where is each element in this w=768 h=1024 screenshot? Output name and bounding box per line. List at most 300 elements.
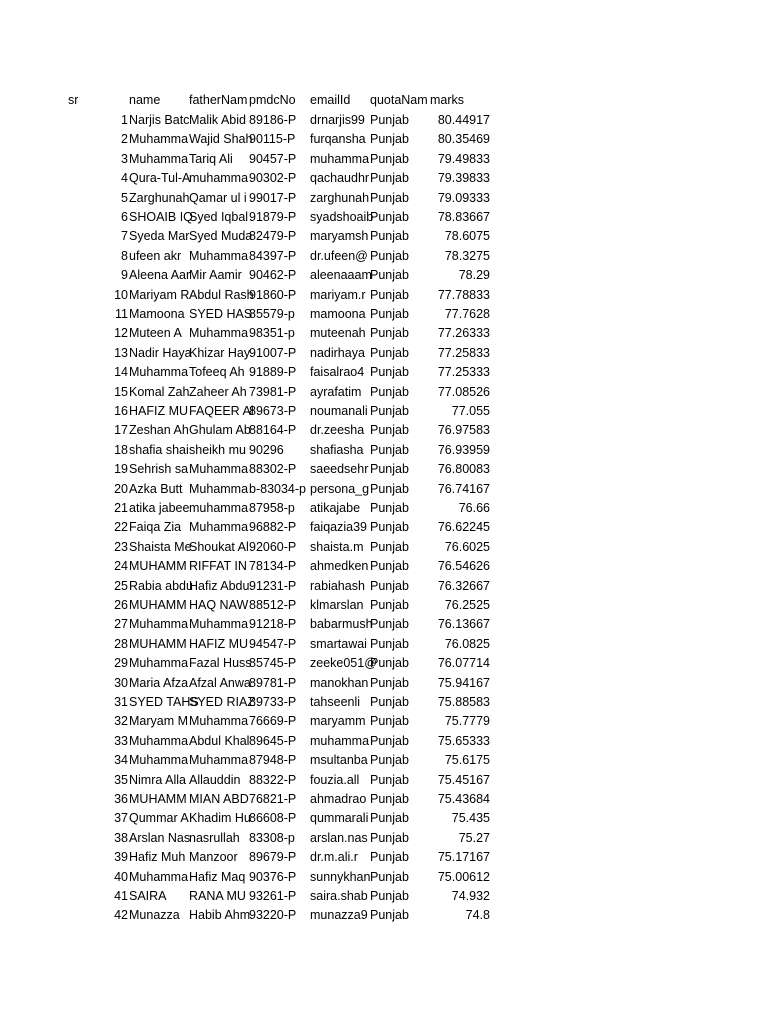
cell-marks: 77.055 bbox=[451, 404, 490, 418]
cell-father-name: Muhamma bbox=[189, 462, 249, 477]
cell-sr: 31 bbox=[114, 695, 128, 709]
cell-father-name: RANA MU bbox=[189, 889, 246, 903]
cell-email-id: faisalrao4 bbox=[310, 365, 365, 380]
cell-name: HAFIZ MU bbox=[129, 404, 189, 418]
cell-name: Muhamma bbox=[129, 733, 189, 748]
cell-marks: 75.6175 bbox=[444, 753, 490, 768]
cell-email-id: ahmedken bbox=[310, 559, 369, 574]
cell-father-name: Muhamma bbox=[189, 326, 249, 341]
cell-email-id: zeeke051@ bbox=[310, 656, 377, 671]
cell-pmdc-no: 91879-P bbox=[249, 210, 297, 224]
cell-email-id: arslan.nas bbox=[310, 830, 368, 845]
cell-father-name: Syed Iqbal bbox=[189, 210, 249, 224]
cell-marks: 75.27 bbox=[458, 830, 490, 845]
table-row bbox=[0, 732, 768, 751]
cell-pmdc-no: 91231-P bbox=[249, 578, 297, 593]
cell-marks: 77.08526 bbox=[437, 384, 490, 399]
cell-sr: 27 bbox=[114, 617, 128, 632]
cell-sr: 35 bbox=[114, 772, 128, 787]
cell-email-id: dr.zeesha bbox=[310, 423, 365, 438]
cell-quota-name: Punjab bbox=[370, 695, 409, 709]
cell-quota-name: Punjab bbox=[370, 656, 409, 671]
cell-sr: 23 bbox=[114, 539, 128, 554]
cell-sr: 32 bbox=[114, 714, 128, 729]
cell-email-id: faiqazia39 bbox=[310, 520, 367, 535]
cell-name: Muhamma bbox=[129, 365, 189, 380]
cell-father-name: Shoukat Al bbox=[189, 539, 249, 554]
cell-marks: 75.00612 bbox=[437, 869, 490, 884]
table-row bbox=[0, 771, 768, 790]
table-row bbox=[0, 480, 768, 499]
cell-name: shafia shai bbox=[129, 442, 189, 457]
cell-sr: 1 bbox=[121, 113, 128, 127]
cell-sr: 9 bbox=[121, 268, 128, 283]
cell-pmdc-no: 91007-P bbox=[249, 345, 297, 360]
cell-quota-name: Punjab bbox=[370, 559, 409, 574]
cell-sr: 14 bbox=[114, 365, 128, 380]
cell-quota-name: Punjab bbox=[370, 326, 409, 341]
cell-marks: 77.25833 bbox=[437, 345, 490, 360]
cell-quota-name: Punjab bbox=[370, 404, 409, 418]
cell-father-name: Abdul Rash bbox=[189, 287, 254, 302]
cell-pmdc-no: 90457-P bbox=[249, 151, 297, 166]
cell-name: Qummar A bbox=[129, 811, 189, 826]
cell-quota-name: Punjab bbox=[370, 772, 409, 787]
cell-pmdc-no: 88302-P bbox=[249, 462, 297, 477]
cell-marks: 79.49833 bbox=[437, 151, 490, 166]
cell-email-id: smartawai bbox=[310, 636, 367, 651]
cell-marks: 76.2525 bbox=[444, 598, 490, 612]
cell-name: SAIRA bbox=[129, 889, 167, 903]
cell-name: Zarghunah bbox=[129, 190, 190, 205]
cell-marks: 75.94167 bbox=[437, 675, 490, 690]
cell-father-name: nasrullah bbox=[189, 830, 240, 845]
cell-name: Nadir Haya bbox=[129, 345, 192, 360]
cell-father-name: Mir Aamir bbox=[189, 268, 242, 283]
cell-sr: 42 bbox=[114, 908, 128, 923]
cell-father-name: Muhamma bbox=[189, 520, 249, 535]
cell-father-name: Tofeeq Ah bbox=[189, 365, 245, 380]
cell-sr: 7 bbox=[121, 229, 128, 244]
cell-sr: 22 bbox=[114, 520, 128, 535]
cell-sr: 13 bbox=[114, 345, 128, 360]
cell-email-id: mamoona bbox=[310, 307, 366, 321]
cell-sr: 25 bbox=[114, 578, 128, 593]
cell-quota-name: Punjab bbox=[370, 423, 409, 438]
cell-sr: 30 bbox=[114, 675, 128, 690]
cell-email-id: saira.shab bbox=[310, 889, 368, 903]
cell-sr: 34 bbox=[114, 753, 128, 768]
cell-sr: 21 bbox=[114, 501, 128, 515]
cell-name: Qura-Tul-A bbox=[129, 171, 191, 186]
cell-quota-name: Punjab bbox=[370, 442, 409, 457]
cell-pmdc-no: 78134-P bbox=[249, 559, 297, 574]
cell-name: Shaista Me bbox=[129, 539, 192, 554]
cell-email-id: persona_g bbox=[310, 481, 370, 496]
cell-name: Muhamma bbox=[129, 132, 189, 147]
cell-email-id: mariyam.r bbox=[310, 287, 366, 302]
cell-father-name: muhamma bbox=[189, 171, 249, 186]
cell-sr: 38 bbox=[114, 830, 128, 845]
table-row bbox=[0, 286, 768, 305]
cell-pmdc-no: b-83034-p bbox=[249, 481, 306, 496]
cell-marks: 79.09333 bbox=[437, 190, 490, 205]
cell-quota-name: Punjab bbox=[370, 307, 409, 321]
cell-sr: 18 bbox=[114, 442, 128, 457]
cell-quota-name: Punjab bbox=[370, 481, 409, 496]
cell-father-name: Allauddin bbox=[189, 772, 241, 787]
table-row bbox=[0, 150, 768, 169]
cell-email-id: fouzia.all bbox=[310, 772, 360, 787]
cell-sr: 12 bbox=[114, 326, 128, 341]
cell-marks: 77.78833 bbox=[437, 287, 490, 302]
cell-name: Muhamma bbox=[129, 617, 189, 632]
cell-name: MUHAMM bbox=[129, 559, 187, 574]
cell-email-id: atikajabe bbox=[310, 501, 361, 515]
cell-marks: 78.3275 bbox=[444, 248, 490, 263]
cell-pmdc-no: 89645-P bbox=[249, 733, 297, 748]
cell-pmdc-no: 87948-P bbox=[249, 753, 297, 768]
cell-marks: 74.932 bbox=[451, 889, 490, 903]
cell-marks: 75.7779 bbox=[444, 714, 490, 729]
cell-father-name: Muhamma bbox=[189, 714, 249, 729]
table-row bbox=[0, 189, 768, 208]
cell-pmdc-no: 83308-p bbox=[249, 830, 295, 845]
table-row bbox=[0, 111, 768, 130]
table-row bbox=[0, 518, 768, 537]
cell-father-name: Ghulam Ab bbox=[189, 423, 251, 438]
cell-father-name: Zaheer Ah bbox=[189, 384, 247, 399]
cell-email-id: furqansha bbox=[310, 132, 366, 147]
cell-pmdc-no: 87958-p bbox=[249, 501, 295, 515]
cell-marks: 75.88583 bbox=[437, 695, 490, 709]
cell-quota-name: Punjab bbox=[370, 617, 409, 632]
cell-pmdc-no: 88164-P bbox=[249, 423, 297, 438]
cell-marks: 75.65333 bbox=[437, 733, 490, 748]
cell-email-id: manokhan bbox=[310, 675, 369, 690]
table-row bbox=[0, 169, 768, 188]
cell-name: MUHAMM bbox=[129, 598, 187, 612]
cell-quota-name: Punjab bbox=[370, 636, 409, 651]
cell-quota-name: Punjab bbox=[370, 850, 409, 865]
table-row bbox=[0, 441, 768, 460]
cell-marks: 76.0825 bbox=[444, 636, 490, 651]
cell-pmdc-no: 89679-P bbox=[249, 850, 297, 865]
cell-marks: 75.45167 bbox=[437, 772, 490, 787]
cell-quota-name: Punjab bbox=[370, 733, 409, 748]
cell-email-id: nadirhaya bbox=[310, 345, 365, 360]
cell-quota-name: Punjab bbox=[370, 190, 409, 205]
cell-email-id: drnarjis99 bbox=[310, 113, 365, 127]
table-row bbox=[0, 363, 768, 382]
cell-name: SHOAIB IQ bbox=[129, 210, 193, 224]
cell-name: Hafiz Muh bbox=[129, 850, 186, 865]
cell-email-id: klmarslan bbox=[310, 598, 364, 612]
cell-pmdc-no: 88512-P bbox=[249, 598, 297, 612]
cell-name: Muhamma bbox=[129, 151, 189, 166]
cell-pmdc-no: 96882-P bbox=[249, 520, 297, 535]
cell-marks: 76.74167 bbox=[437, 481, 490, 496]
cell-pmdc-no: 76821-P bbox=[249, 792, 297, 806]
header-quota-name: quotaNam bbox=[370, 93, 428, 107]
table-row bbox=[0, 693, 768, 712]
cell-father-name: SYED HAS bbox=[189, 307, 253, 321]
cell-quota-name: Punjab bbox=[370, 889, 409, 903]
cell-quota-name: Punjab bbox=[370, 520, 409, 535]
cell-email-id: babarmush bbox=[310, 617, 373, 632]
cell-father-name: Hafiz Abdu bbox=[189, 578, 250, 593]
cell-name: Arslan Nas bbox=[129, 830, 191, 845]
cell-pmdc-no: 98351-p bbox=[249, 326, 295, 341]
cell-quota-name: Punjab bbox=[370, 830, 409, 845]
cell-email-id: shafiasha bbox=[310, 442, 364, 457]
table-row bbox=[0, 208, 768, 227]
cell-quota-name: Punjab bbox=[370, 811, 409, 826]
table-row bbox=[0, 887, 768, 906]
cell-father-name: RIFFAT IN bbox=[189, 559, 247, 574]
cell-email-id: qachaudhr bbox=[310, 171, 370, 186]
cell-pmdc-no: 93261-P bbox=[249, 889, 297, 903]
cell-sr: 39 bbox=[114, 850, 128, 865]
cell-father-name: Fazal Huss bbox=[189, 656, 252, 671]
table-row bbox=[0, 615, 768, 634]
cell-name: SYED TAHS bbox=[129, 695, 199, 709]
cell-father-name: MIAN ABD bbox=[189, 792, 249, 806]
table-row bbox=[0, 402, 768, 421]
cell-name: Aleena Aar bbox=[129, 268, 191, 283]
cell-marks: 76.66 bbox=[458, 501, 490, 515]
cell-sr: 24 bbox=[114, 559, 128, 574]
cell-name: Muhamma bbox=[129, 753, 189, 768]
cell-father-name: SYED RIAZ bbox=[189, 695, 255, 709]
header-name: name bbox=[129, 93, 161, 107]
cell-marks: 75.43684 bbox=[437, 792, 490, 806]
cell-email-id: shaista.m bbox=[310, 539, 364, 554]
cell-email-id: zarghunah bbox=[310, 190, 370, 205]
cell-sr: 8 bbox=[121, 248, 128, 263]
table-row bbox=[0, 227, 768, 246]
cell-pmdc-no: 90302-P bbox=[249, 171, 297, 186]
header-pmdc-no: pmdcNo bbox=[249, 93, 296, 107]
table-row bbox=[0, 499, 768, 518]
cell-pmdc-no: 90115-P bbox=[249, 132, 296, 147]
cell-marks: 77.25333 bbox=[437, 365, 490, 380]
cell-pmdc-no: 84397-P bbox=[249, 248, 297, 263]
cell-marks: 77.26333 bbox=[437, 326, 490, 341]
cell-name: MUHAMM bbox=[129, 792, 187, 806]
cell-father-name: Muhamma bbox=[189, 753, 249, 768]
cell-marks: 79.39833 bbox=[437, 171, 490, 186]
cell-pmdc-no: 92060-P bbox=[249, 539, 297, 554]
cell-father-name: Tariq Ali bbox=[189, 151, 233, 166]
cell-marks: 80.44917 bbox=[437, 113, 490, 127]
table-row bbox=[0, 344, 768, 363]
table-row bbox=[0, 557, 768, 576]
cell-email-id: munazza9 bbox=[310, 908, 368, 923]
cell-sr: 2 bbox=[121, 132, 128, 147]
cell-name: MUHAMM bbox=[129, 636, 187, 651]
cell-name: Zeshan Ah bbox=[129, 423, 189, 438]
cell-marks: 76.32667 bbox=[437, 578, 490, 593]
cell-pmdc-no: 73981-P bbox=[249, 384, 297, 399]
header-marks: marks bbox=[430, 93, 465, 107]
cell-marks: 76.6025 bbox=[444, 539, 490, 554]
cell-email-id: ayrafatim bbox=[310, 384, 362, 399]
cell-email-id: syadshoaib bbox=[310, 210, 374, 224]
cell-sr: 19 bbox=[114, 462, 128, 477]
cell-quota-name: Punjab bbox=[370, 675, 409, 690]
cell-sr: 36 bbox=[114, 792, 128, 806]
cell-marks: 76.97583 bbox=[437, 423, 490, 438]
table-row bbox=[0, 635, 768, 654]
cell-sr: 17 bbox=[114, 423, 128, 438]
cell-name: Rabia abdu bbox=[129, 578, 193, 593]
cell-pmdc-no: 91218-P bbox=[249, 617, 297, 632]
cell-quota-name: Punjab bbox=[370, 714, 409, 729]
cell-sr: 6 bbox=[121, 210, 128, 224]
cell-quota-name: Punjab bbox=[370, 539, 409, 554]
cell-father-name: muhamma bbox=[189, 501, 249, 515]
cell-pmdc-no: 90462-P bbox=[249, 268, 297, 283]
cell-quota-name: Punjab bbox=[370, 792, 409, 806]
table-row bbox=[0, 421, 768, 440]
cell-name: Nimra Alla bbox=[129, 772, 186, 787]
table-row bbox=[0, 577, 768, 596]
cell-email-id: dr.m.ali.r bbox=[310, 850, 358, 865]
table-row bbox=[0, 247, 768, 266]
cell-sr: 3 bbox=[121, 151, 128, 166]
cell-pmdc-no: 90376-P bbox=[249, 869, 297, 884]
cell-pmdc-no: 89781-P bbox=[249, 675, 297, 690]
table-row bbox=[0, 751, 768, 770]
cell-name: Mamoona bbox=[129, 307, 185, 321]
cell-email-id: msultanba bbox=[310, 753, 368, 768]
cell-quota-name: Punjab bbox=[370, 908, 409, 923]
cell-marks: 77.7628 bbox=[444, 307, 490, 321]
cell-sr: 37 bbox=[114, 811, 128, 826]
cell-email-id: sunnykhan bbox=[310, 869, 371, 884]
cell-father-name: Muhamma bbox=[189, 481, 249, 496]
cell-name: Munazza bbox=[129, 908, 180, 923]
table-row bbox=[0, 460, 768, 479]
cell-sr: 33 bbox=[114, 733, 128, 748]
cell-quota-name: Punjab bbox=[370, 598, 409, 612]
cell-name: Syeda Mar bbox=[129, 229, 190, 244]
cell-pmdc-no: 88322-P bbox=[249, 772, 297, 787]
table-row bbox=[0, 383, 768, 402]
cell-father-name: Muhamma bbox=[189, 617, 249, 632]
cell-name: ufeen akr bbox=[129, 248, 182, 263]
cell-email-id: dr.ufeen@ bbox=[310, 248, 368, 263]
cell-name: Narjis Batc bbox=[129, 113, 190, 127]
cell-marks: 76.07714 bbox=[437, 656, 490, 671]
cell-name: Muteen A bbox=[129, 326, 182, 341]
cell-pmdc-no: 85745-P bbox=[249, 656, 297, 671]
cell-father-name: HAQ NAW bbox=[189, 598, 249, 612]
cell-sr: 26 bbox=[114, 598, 128, 612]
cell-quota-name: Punjab bbox=[370, 132, 409, 147]
table-row bbox=[0, 868, 768, 887]
cell-marks: 80.35469 bbox=[437, 132, 490, 147]
cell-marks: 76.62245 bbox=[437, 520, 490, 535]
table-row bbox=[0, 654, 768, 673]
cell-email-id: maryamsh bbox=[310, 229, 369, 244]
table-row bbox=[0, 809, 768, 828]
cell-marks: 75.17167 bbox=[437, 850, 490, 865]
table-row bbox=[0, 790, 768, 809]
cell-pmdc-no: 89186-P bbox=[249, 113, 297, 127]
table-row bbox=[0, 906, 768, 925]
cell-quota-name: Punjab bbox=[370, 345, 409, 360]
cell-quota-name: Punjab bbox=[370, 753, 409, 768]
cell-pmdc-no: 86608-P bbox=[249, 811, 297, 826]
cell-quota-name: Punjab bbox=[370, 113, 409, 127]
table-row bbox=[0, 674, 768, 693]
cell-father-name: Hafiz Maq bbox=[189, 869, 246, 884]
cell-email-id: rabiahash bbox=[310, 578, 365, 593]
cell-marks: 75.435 bbox=[451, 811, 490, 826]
table-row bbox=[0, 266, 768, 285]
cell-email-id: aleenaaam bbox=[310, 268, 372, 283]
cell-father-name: Abdul Khal bbox=[189, 733, 250, 748]
cell-sr: 41 bbox=[114, 889, 128, 903]
cell-sr: 20 bbox=[114, 481, 128, 496]
cell-name: Azka Butt bbox=[129, 481, 183, 496]
table-row bbox=[0, 829, 768, 848]
table-row bbox=[0, 596, 768, 615]
cell-name: atika jabee bbox=[129, 501, 190, 515]
cell-father-name: Afzal Anwa bbox=[189, 675, 251, 690]
cell-email-id: noumanali bbox=[310, 404, 368, 418]
cell-sr: 10 bbox=[114, 287, 128, 302]
cell-marks: 76.54626 bbox=[437, 559, 490, 574]
cell-pmdc-no: 91860-P bbox=[249, 287, 297, 302]
cell-pmdc-no: 99017-P bbox=[249, 190, 297, 205]
cell-quota-name: Punjab bbox=[370, 501, 409, 515]
cell-quota-name: Punjab bbox=[370, 210, 409, 224]
cell-father-name: FAQEER Al bbox=[189, 404, 254, 418]
cell-father-name: Muhamma bbox=[189, 248, 249, 263]
cell-father-name: Qamar ul i bbox=[189, 190, 247, 205]
cell-pmdc-no: 90296 bbox=[249, 442, 284, 457]
cell-marks: 78.29 bbox=[458, 268, 490, 283]
cell-email-id: muhamma bbox=[310, 733, 370, 748]
cell-sr: 40 bbox=[114, 869, 128, 884]
cell-email-id: muhamma bbox=[310, 151, 370, 166]
cell-marks: 78.6075 bbox=[444, 229, 490, 244]
cell-email-id: tahseenli bbox=[310, 695, 361, 709]
cell-quota-name: Punjab bbox=[370, 287, 409, 302]
table-row bbox=[0, 305, 768, 324]
cell-pmdc-no: 85579-p bbox=[249, 307, 295, 321]
table-row bbox=[0, 130, 768, 149]
cell-email-id: saeedsehr bbox=[310, 462, 369, 477]
cell-quota-name: Punjab bbox=[370, 578, 409, 593]
cell-father-name: Khizar Hay bbox=[189, 345, 251, 360]
cell-father-name: HAFIZ MU bbox=[189, 636, 249, 651]
cell-pmdc-no: 94547-P bbox=[249, 636, 297, 651]
cell-father-name: Khadim Hu bbox=[189, 811, 251, 826]
header-father-name: fatherNam bbox=[189, 93, 248, 107]
cell-quota-name: Punjab bbox=[370, 248, 409, 263]
header-sr: sr bbox=[68, 93, 79, 107]
cell-email-id: muteenah bbox=[310, 326, 366, 341]
cell-sr: 11 bbox=[115, 307, 128, 321]
table-row bbox=[0, 712, 768, 731]
table-row bbox=[0, 324, 768, 343]
cell-email-id: qummarali bbox=[310, 811, 369, 826]
cell-pmdc-no: 82479-P bbox=[249, 229, 297, 244]
